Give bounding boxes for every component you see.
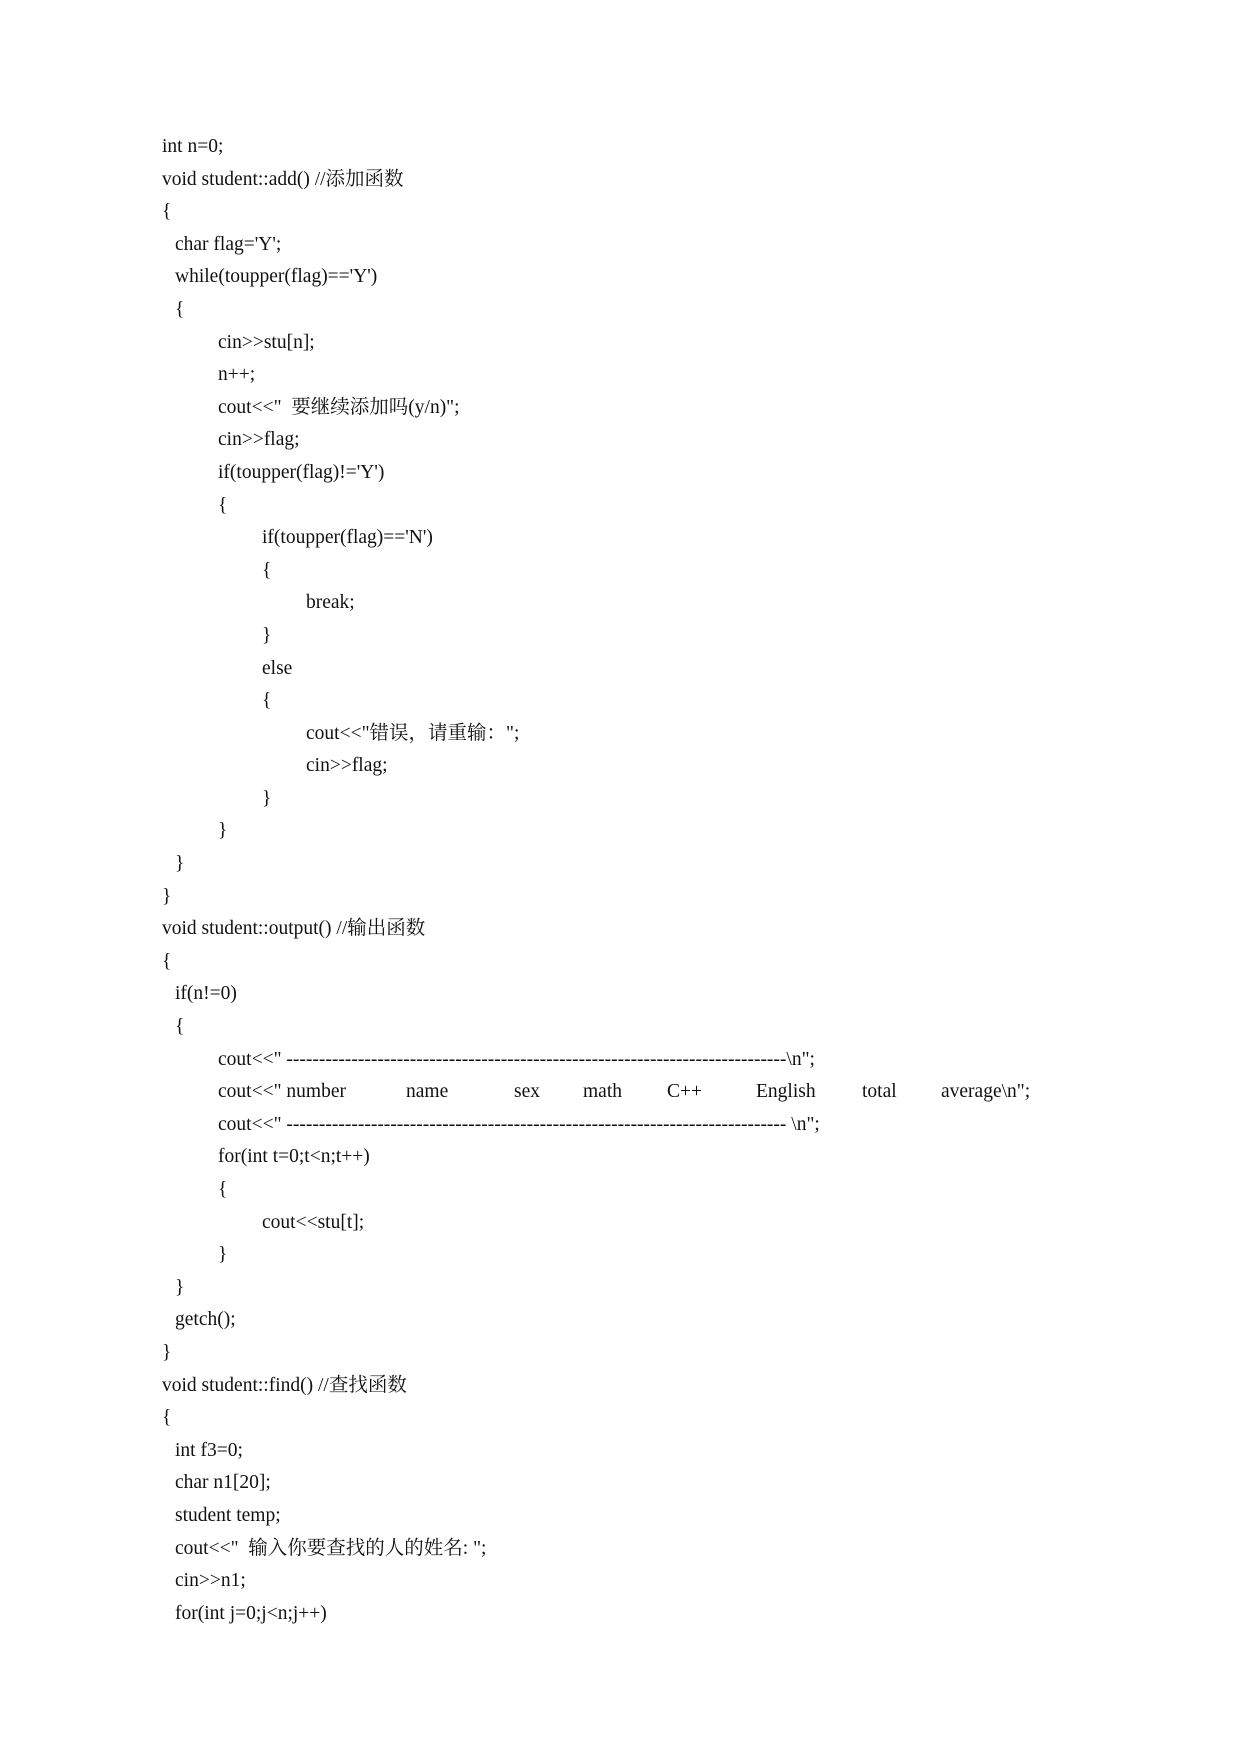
code-listing — [162, 131, 1162, 1630]
code-line: cin>>flag; — [218, 429, 300, 451]
code-line: } — [162, 885, 172, 907]
code-line: } — [262, 624, 272, 646]
code-line: void student::add() //添加函数 — [162, 168, 404, 190]
code-line: { — [218, 494, 228, 516]
code-line: { — [262, 559, 272, 581]
code-line: { — [218, 1179, 228, 1200]
code-line: cout<<" 输入你要查找的人的姓名: "; — [175, 1537, 487, 1559]
code-line: n++; — [218, 364, 256, 386]
code-line: student temp; — [175, 1504, 281, 1526]
header-col-average: average\n"; — [941, 1081, 1031, 1103]
code-line: void student::find() //查找函数 — [162, 1374, 407, 1396]
code-line: } — [175, 1276, 185, 1298]
code-line: cin>>stu[n]; — [218, 331, 315, 353]
header-col-english: English — [756, 1081, 816, 1103]
code-line: void student::output() //输出函数 — [162, 918, 426, 940]
code-line: if(n!=0) — [175, 983, 237, 1005]
code-line: } — [175, 853, 185, 875]
code-line: cout<<stu[t]; — [262, 1211, 365, 1233]
code-line: int n=0; — [162, 136, 224, 157]
header-col-total: total — [862, 1081, 897, 1103]
code-line: cout<<" -----------------------------------------------------------------------------\n"; — [218, 1048, 815, 1070]
code-line: else — [262, 657, 293, 679]
code-line: break; — [306, 592, 355, 614]
code-line: } — [262, 787, 272, 809]
code-line: while(toupper(flag)=='Y') — [175, 266, 378, 288]
code-line: { — [162, 950, 172, 972]
code-line: { — [175, 1016, 185, 1038]
code-line: int f3=0; — [175, 1439, 243, 1461]
code-line: { — [175, 298, 185, 320]
header-col-name: name — [406, 1081, 449, 1103]
header-col-sex: sex — [514, 1081, 540, 1103]
code-line: cin>>n1; — [175, 1570, 246, 1592]
code-line: { — [262, 690, 272, 712]
code-line: cout<<" 要继续添加吗(y/n)"; — [218, 396, 460, 418]
code-line: } — [162, 1341, 172, 1363]
code-line: char n1[20]; — [175, 1472, 271, 1494]
code-line: cin>>flag; — [306, 755, 388, 777]
header-col-number: cout<<" number — [218, 1081, 346, 1103]
code-line: for(int t=0;t<n;t++) — [218, 1146, 370, 1168]
code-line: cout<<" ----------------------------------------------------------------------------- \n"; — [218, 1113, 820, 1135]
code-line: } — [218, 820, 228, 842]
code-line: getch(); — [175, 1309, 236, 1331]
code-line: { — [162, 1407, 172, 1429]
code-line: if(toupper(flag)=='N') — [262, 527, 433, 549]
code-line: for(int j=0;j<n;j++) — [175, 1602, 327, 1624]
header-col-math: math — [583, 1081, 622, 1103]
code-line: { — [162, 201, 172, 223]
code-line: } — [218, 1244, 228, 1266]
header-col-cpp: C++ — [667, 1081, 703, 1103]
code-line: cout<<"错误，请重输："; — [306, 722, 520, 744]
code-line: if(toupper(flag)!='Y') — [218, 461, 385, 483]
code-line: char flag='Y'; — [175, 233, 282, 255]
code-line-table-header — [162, 1076, 1162, 1109]
